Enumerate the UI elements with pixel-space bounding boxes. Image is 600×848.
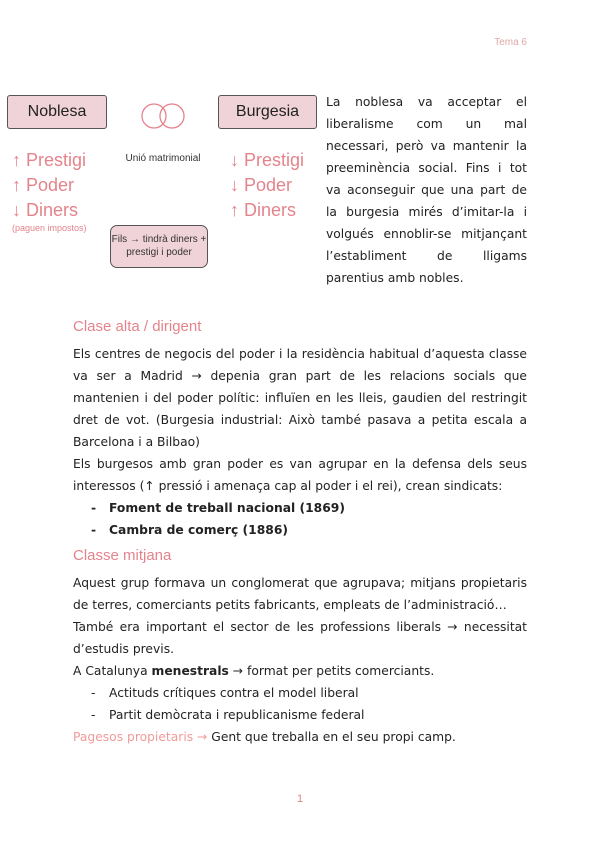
paragraph [73,660,527,682]
bourgeoisie-attr: ↑ Diners [230,200,297,220]
section-heading-upper-class: Clase alta / dirigent [73,318,202,335]
paragraph: Aquest grup formava un conglomerat que agrupava; mitjans propietaris de terres, comerciants petits fabricants, empleats de l’administració… [73,576,527,612]
theme-label: Tema 6 [494,37,527,48]
page-number: 1 [296,793,304,805]
bourgeoisie-attr: ↓ Prestigi [230,150,305,170]
nobility-attr: ↑ Poder [12,175,75,195]
section-upper-class-body [73,343,527,541]
children-box: Fils → tindrà diners + prestigi i poder [110,225,208,268]
text-span: A Catalunya [73,664,152,678]
section-heading-middle-class: Classe mitjana [73,547,172,564]
nobility-attributes [12,148,86,223]
highlight-term: menestrals [151,664,229,678]
bourgeoisie-attr: ↓ Poder [230,175,293,195]
list-item: - Foment de treball nacional (1869) [73,497,527,519]
text-span: → format per petits comerciants. [228,664,435,678]
bourgeoisie-box: Burgesia [218,95,317,129]
section-middle-class-body [73,572,527,748]
union-label: Unió matrimonial [125,153,201,164]
paragraph: Els burgesos amb gran poder es van agrupar en la defensa dels seus interessos (↑ pressió i amenaça cap al poder i el rei), crean sindicats: [73,457,527,493]
nobility-attr: ↓ Diners [12,200,79,220]
side-paragraph: La noblesa va acceptar el liberalisme com un mal necessari, però va mantenir la preeminència social. Fins i tot va aconseguir que una part de la burgesia mirés d’imitar-la i volgués ennoblir-se mitjançant l’establiment de lligams parentius amb nobles. [326,95,527,285]
text-span: Gent que treballa en el seu propi camp. [207,730,456,744]
paragraph: També era important el sector de les professions liberals → necessitat d’estudis previs. [73,620,527,656]
middle-class-list [73,682,527,726]
bourgeoisie-attributes [230,148,304,223]
nobility-note: (paguen impostos) [12,223,87,233]
nobility-box: Noblesa [7,95,107,129]
paragraph [73,726,527,748]
unions-list [73,497,527,541]
list-item: - Partit demòcrata i republicanisme federal [73,704,527,726]
list-item: - Cambra de comerç (1886) [73,519,527,541]
farmers-label: Pagesos propietaris → [73,730,208,744]
paragraph: Els centres de negocis del poder i la residència habitual d’aquesta classe va ser a Madrid → depenia gran part de les relacions socials que mantenien i del poder polític: influïen en les lleis, gaudien del restringit dret de vot. (Burgesia industrial: Això també pasava a petita escala a Barcelona i a Bilbao) [73,347,527,449]
wedding-rings-icon [135,101,191,131]
nobility-attr: ↑ Prestigi [12,150,87,170]
list-item: - Actituds crítiques contra el model liberal [73,682,527,704]
